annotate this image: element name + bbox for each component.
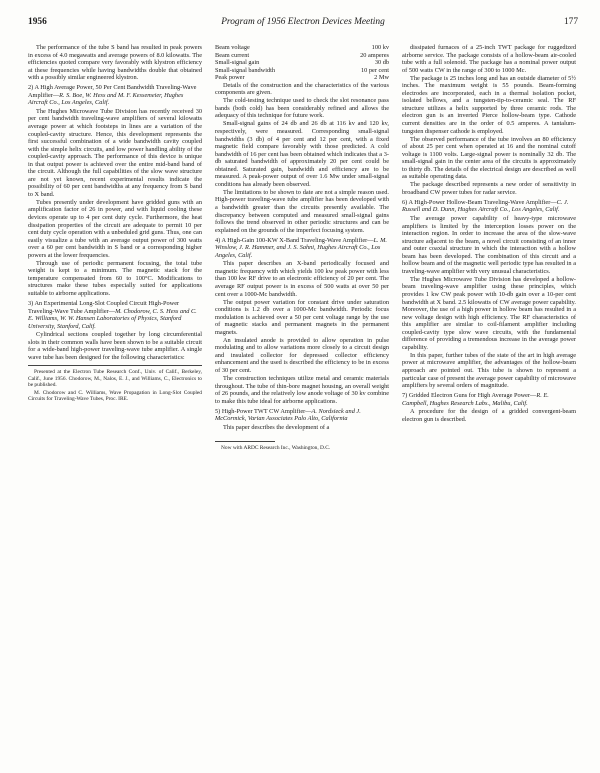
page-number: 177 xyxy=(563,17,578,27)
section-5-heading: 5) High-Power TWT CW Amplifier—A. Nordsieck and J. McCormick, Varian Associates Palo Alto, California xyxy=(215,407,361,423)
spec-item: Peak power 2 Mw xyxy=(215,74,389,82)
column-3 xyxy=(402,44,576,452)
spec-item: Small-signal gain 30 db xyxy=(215,59,389,67)
paragraph: The performance of the tube S band has resulted in peak powers in excess of 4.0 megawatts and average powers of 8.0 kilowatts. The efficiencies quoted compare very favorably with klystron efficiency at these frequencies while having bandwidths double that obtained with a possibly similar engineered klystron. xyxy=(28,44,202,82)
paragraph: Small-signal gains of 24 db and 26 db at 116 kv and 120 kv, respectively, were measured. Corresponding small-signal bandwidths (3 db) of 4 per cent and 12 per cent, with a fixed magnetic field compare favorably with those predicted. A cold bandwidth of 16 per cent has been obtained which indicates that a 3-db saturated bandwidth of approximately 20 per cent could be obtained. Saturated gain, bandwidth and efficiency are to be measured. A peak-power output of over 1.6 Mw under small-signal conditions has already been observed. xyxy=(215,120,389,188)
footnote-2: M. Chodorow and C. Williams, Wave Propagation in Long-Slot Coupled Circuits for Traveling-Wave Tubes, Proc. IRE. xyxy=(28,389,202,403)
section-2-authors: R. S. Boe, W. Hess and M. F. Kessemeier, Hughes Aircraft Co., Los Angeles, Calif. xyxy=(28,91,184,107)
paragraph: The output power variation for constant drive under saturation conditions is 1.2 db over a 1000-Mc bandwidth. Periodic focus modulation is achieved over a 50 per cent voltage range by the use of magnetic stacks and permanent magnets in the permanent magnets. xyxy=(215,298,389,336)
section-3-authors: M. Chodorow, C. S. Hess and C. E. Williams, W. W. Hansen Laboratories of Physics, Stanford University, Stanford, Calif. xyxy=(28,307,197,330)
section-6-authors: C. J. Russell and D. Dunn, Hughes Aircraft Co., Los Angeles, Calif. xyxy=(402,198,569,214)
paragraph: Through use of periodic permanent focusing, the total tube weight is kept to a minimum. The magnetic stack for the temperature compensated from 60 to 100°C. Modifications to structures make these tubes especially suited for applications suitable to airborne applications. xyxy=(28,259,202,297)
text-columns xyxy=(28,44,578,452)
spec-item: Beam voltage 100 kv xyxy=(215,44,389,51)
header-year: 1956 xyxy=(28,17,47,27)
paragraph: The Hughes Microwave Tube Division has developed a hollow-beam traveling-wave amplifier using these principles, which provides 1 kw CW peak power with 10-db gain over a 10-per cent bandwidth at X band. 2.5 kilowatts of CW average power capability. Moreover, the use of a high power in hollow beam has resulted in a new voltage design with high efficiency. The RF characteristics of this amplifier are similar to coil-filament amplifier including coupled-cavity type slow wave circuits, with the fundamental difference of providing a tremendous increase in the average power capability. xyxy=(402,275,576,351)
running-title: Program of 1956 Electron Devices Meeting xyxy=(221,17,385,27)
column-1 xyxy=(28,44,202,452)
paragraph: Details of the construction and the characteristics of the various components are given. xyxy=(215,81,389,97)
spec-item: Beam current 20 amperes xyxy=(215,51,389,59)
paragraph: The average power capability of heavy-type microwave amplifiers is limited by the interception losses power on the interaction region. In order to increase the area of the slow-wave structure adjacent to the beam, a novel circuit consisting of an inner and outer coaxial structure in which the interaction with a hollow beam has been developed. The combination of this circuit and a hollow beam and of the magnetic well periodic type has resulted in a traveling-wave amplifier with very unusual characteristics. xyxy=(402,215,576,275)
section-7-heading: 7) Gridded Electron Guns for High Average Power—R. E. Campbell, Hughes Research Labs., Malibu, Calif. xyxy=(402,392,549,407)
paragraph: An insulated anode is provided to allow operation in pulse modulating and to allow variations more closely to a circuit design and insulated collector for depressed collector efficiency enhancement and the used is described the efficiency to be in excess of 30 per cent. xyxy=(215,336,389,374)
paragraph: dissipated furnaces of a 25-inch TWT package for ruggedized airborne service. The package consists of a hollow-beam air-cooled tube with a full solenoid. The package has a nominal power output of 500 watts CW in the range of 300 to 1000 Mc. xyxy=(402,44,576,74)
paragraph: Tubes presently under development have gridded guns with an amplification factor of 26 in power, and with liquid cooling these devices operate up to 4 per cent duty cycle. Furthermore, the heat dissipation properties of the circuit are adequate to permit 10 per cent duty cycle operation with a unbeduled grid guns. Thus, one can easily visualize a tube with an average output power of 300 watts over a 60 per cent bandwidth in S band or a corresponding higher powers at the lower frequencies. xyxy=(28,198,202,259)
spec-item: Small-signal bandwidth 10 per cent xyxy=(215,66,389,74)
paragraph: This paper describes the development of a xyxy=(223,423,330,431)
paragraph: In this paper, further tubes of the state of the art in high average power at microwave amplifier, the advantages of the hollow-beam approach are pointed out. This tube is shown to represent a particular case of present the average power capability of microwave amplifiers by several orders of magnitude. xyxy=(402,351,576,390)
page-header xyxy=(28,16,578,30)
paragraph: This paper describes an X-band periodically focused and magnetic frequency with which yields 100 kw peak power with less than 100 kw RF drive to an electronic efficiency of 20 per cent. The average RF output power is in excess of 500 watts at over 50 per cent over a 1000-Mc bandwidth. xyxy=(215,260,389,298)
paragraph: Cylindrical sections coupled together by long circumferential slots in their common walls have been shown to be a suitable circuit for a wide-band high-power traveling-wave tube amplifier. A single wave tube has been designed for the following characteristics: xyxy=(28,331,202,361)
section-7-authors: R. E. Campbell, Hughes Research Labs., Malibu, Calif. xyxy=(402,392,549,407)
footnote-1: Presented at the Electron Tube Research Conf., Univ. of Calif., Berkeley, Calif., June 1956. Chodorow, M., Nalos, E. J., and Williams, C., Electronics to be published. xyxy=(28,369,202,389)
paragraph: A procedure for the design of a gridded convergent-beam electron gun is described. xyxy=(402,408,576,423)
paragraph: The cold-testing technique used to check the slot resonance pass bands (both cold) has been considerably refined and allows the adequacy of this technique for future work. xyxy=(215,97,389,120)
spec-list xyxy=(215,44,389,82)
section-2-heading: 2) A High Average Power, 50 Per Cent Bandwidth Traveling-Wave Amplifier—R. S. Boe, W. Hess and M. F. Kessemeier, Hughes Aircraft Co., Los Angeles, Calif. xyxy=(28,84,197,107)
section-5-authors: A. Nordsieck and J. McCormick, Varian Associates Palo Alto, California xyxy=(215,407,361,423)
paragraph: The construction techniques utilize metal and ceramic materials throughout. The tube of thin-bore magnet housing, an overall weight of 26 pounds, and the relatively low anode voltage of 30 kv combine to make this tube ideal for airborne applications. xyxy=(215,375,389,405)
footnotes xyxy=(28,365,202,402)
column-2 xyxy=(215,44,389,452)
section-4-authors: L. M. Winslow, J. R. Hammer, and J. S. Sahni, Hughes Aircraft Co., Los Angeles, Calif. xyxy=(215,236,388,259)
paragraph: The observed performance of the tube involves an 80 efficiency of about 25 per cent when operated at 16 and the nominal cutoff voltage is 1100 volts. Large-signal power is nominally 32 db. The small-signal gain in the center area of the circuits is approximately to thirty db. The details of the electrical design are described as well as suitable operating data. xyxy=(402,135,576,181)
section-3-heading: 3) An Experimental Long-Slot Coupled Circuit High-Power Traveling-Wave Tube Amplifier—M. Chodorow, C. S. Hess and C. E. Williams, W. W. Hansen Laboratories of Physics, Stanford University, Stanford, Calif. xyxy=(28,300,197,330)
paragraph: The package described represents a new order of sensitivity in broadband CW power tubes for radar service. xyxy=(402,181,576,196)
section-6-heading: 6) A High-Power Hollow-Beam Traveling-Wave Amplifier—C. J. Russell and D. Dunn, Hughes Aircraft Co., Los Angeles, Calif. xyxy=(402,198,569,214)
paragraph: The Hughes Microwave Tube Division has recently received 30 per cent bandwidth traveling-wave amplifiers of several kilowatts average power at which footsteps in lines are a variation of the coupled-cavity structure. Hence, this development represents the first successful combination of a wide bandwidth cavity coupled with the simple helix circuits, and low power handling ability of the coupled-cavity approach. The performance of this device is unique in that output power is achieved over the entire mid-band band of the circuit. Although the full capabilities of the slow wave structure are not yet known, recent experimental results indicate the possibility of 60 per cent bandwidths at any frequency from S band to X band. xyxy=(28,107,202,198)
section-4-heading: 4) A High-Gain 100-KW X-Band Traveling-Wave Amplifier—L. M. Winslow, J. R. Hammer, and J. S. Sahni, Hughes Aircraft Co., Los Angeles, Calif. xyxy=(215,236,388,259)
footnote: Now with ARDC Research Inc., Washington, D.C. xyxy=(221,445,331,452)
paragraph: The limitations to be shown to date are not a simple reason used. High-power traveling-wave tube amplifier has been developed with a bandwidth greater than the circuits presently available. The discrepancy between computed and measured small-signal gains follows the trend observed in other periodic structures and can be explained on the grounds of the imperfect focusing system. xyxy=(215,188,389,234)
paragraph: The package is 25 inches long and has an outside diameter of 5½ inches. The maximum weight is 55 pounds. Beam-forming electrodes are incorporated, each in a thermal isolation pocket, isolated bellows, and a tungsten-tip-to-ceramic seal. The RF structure utilizes a helix supported by three ceramic rods. The electron gun is an inverted Pierce hollow-beam type. Cathode current densities are in the order of 0.5 amperes. A tantalum-tungsten dispenser cathode is employed. xyxy=(402,74,576,135)
